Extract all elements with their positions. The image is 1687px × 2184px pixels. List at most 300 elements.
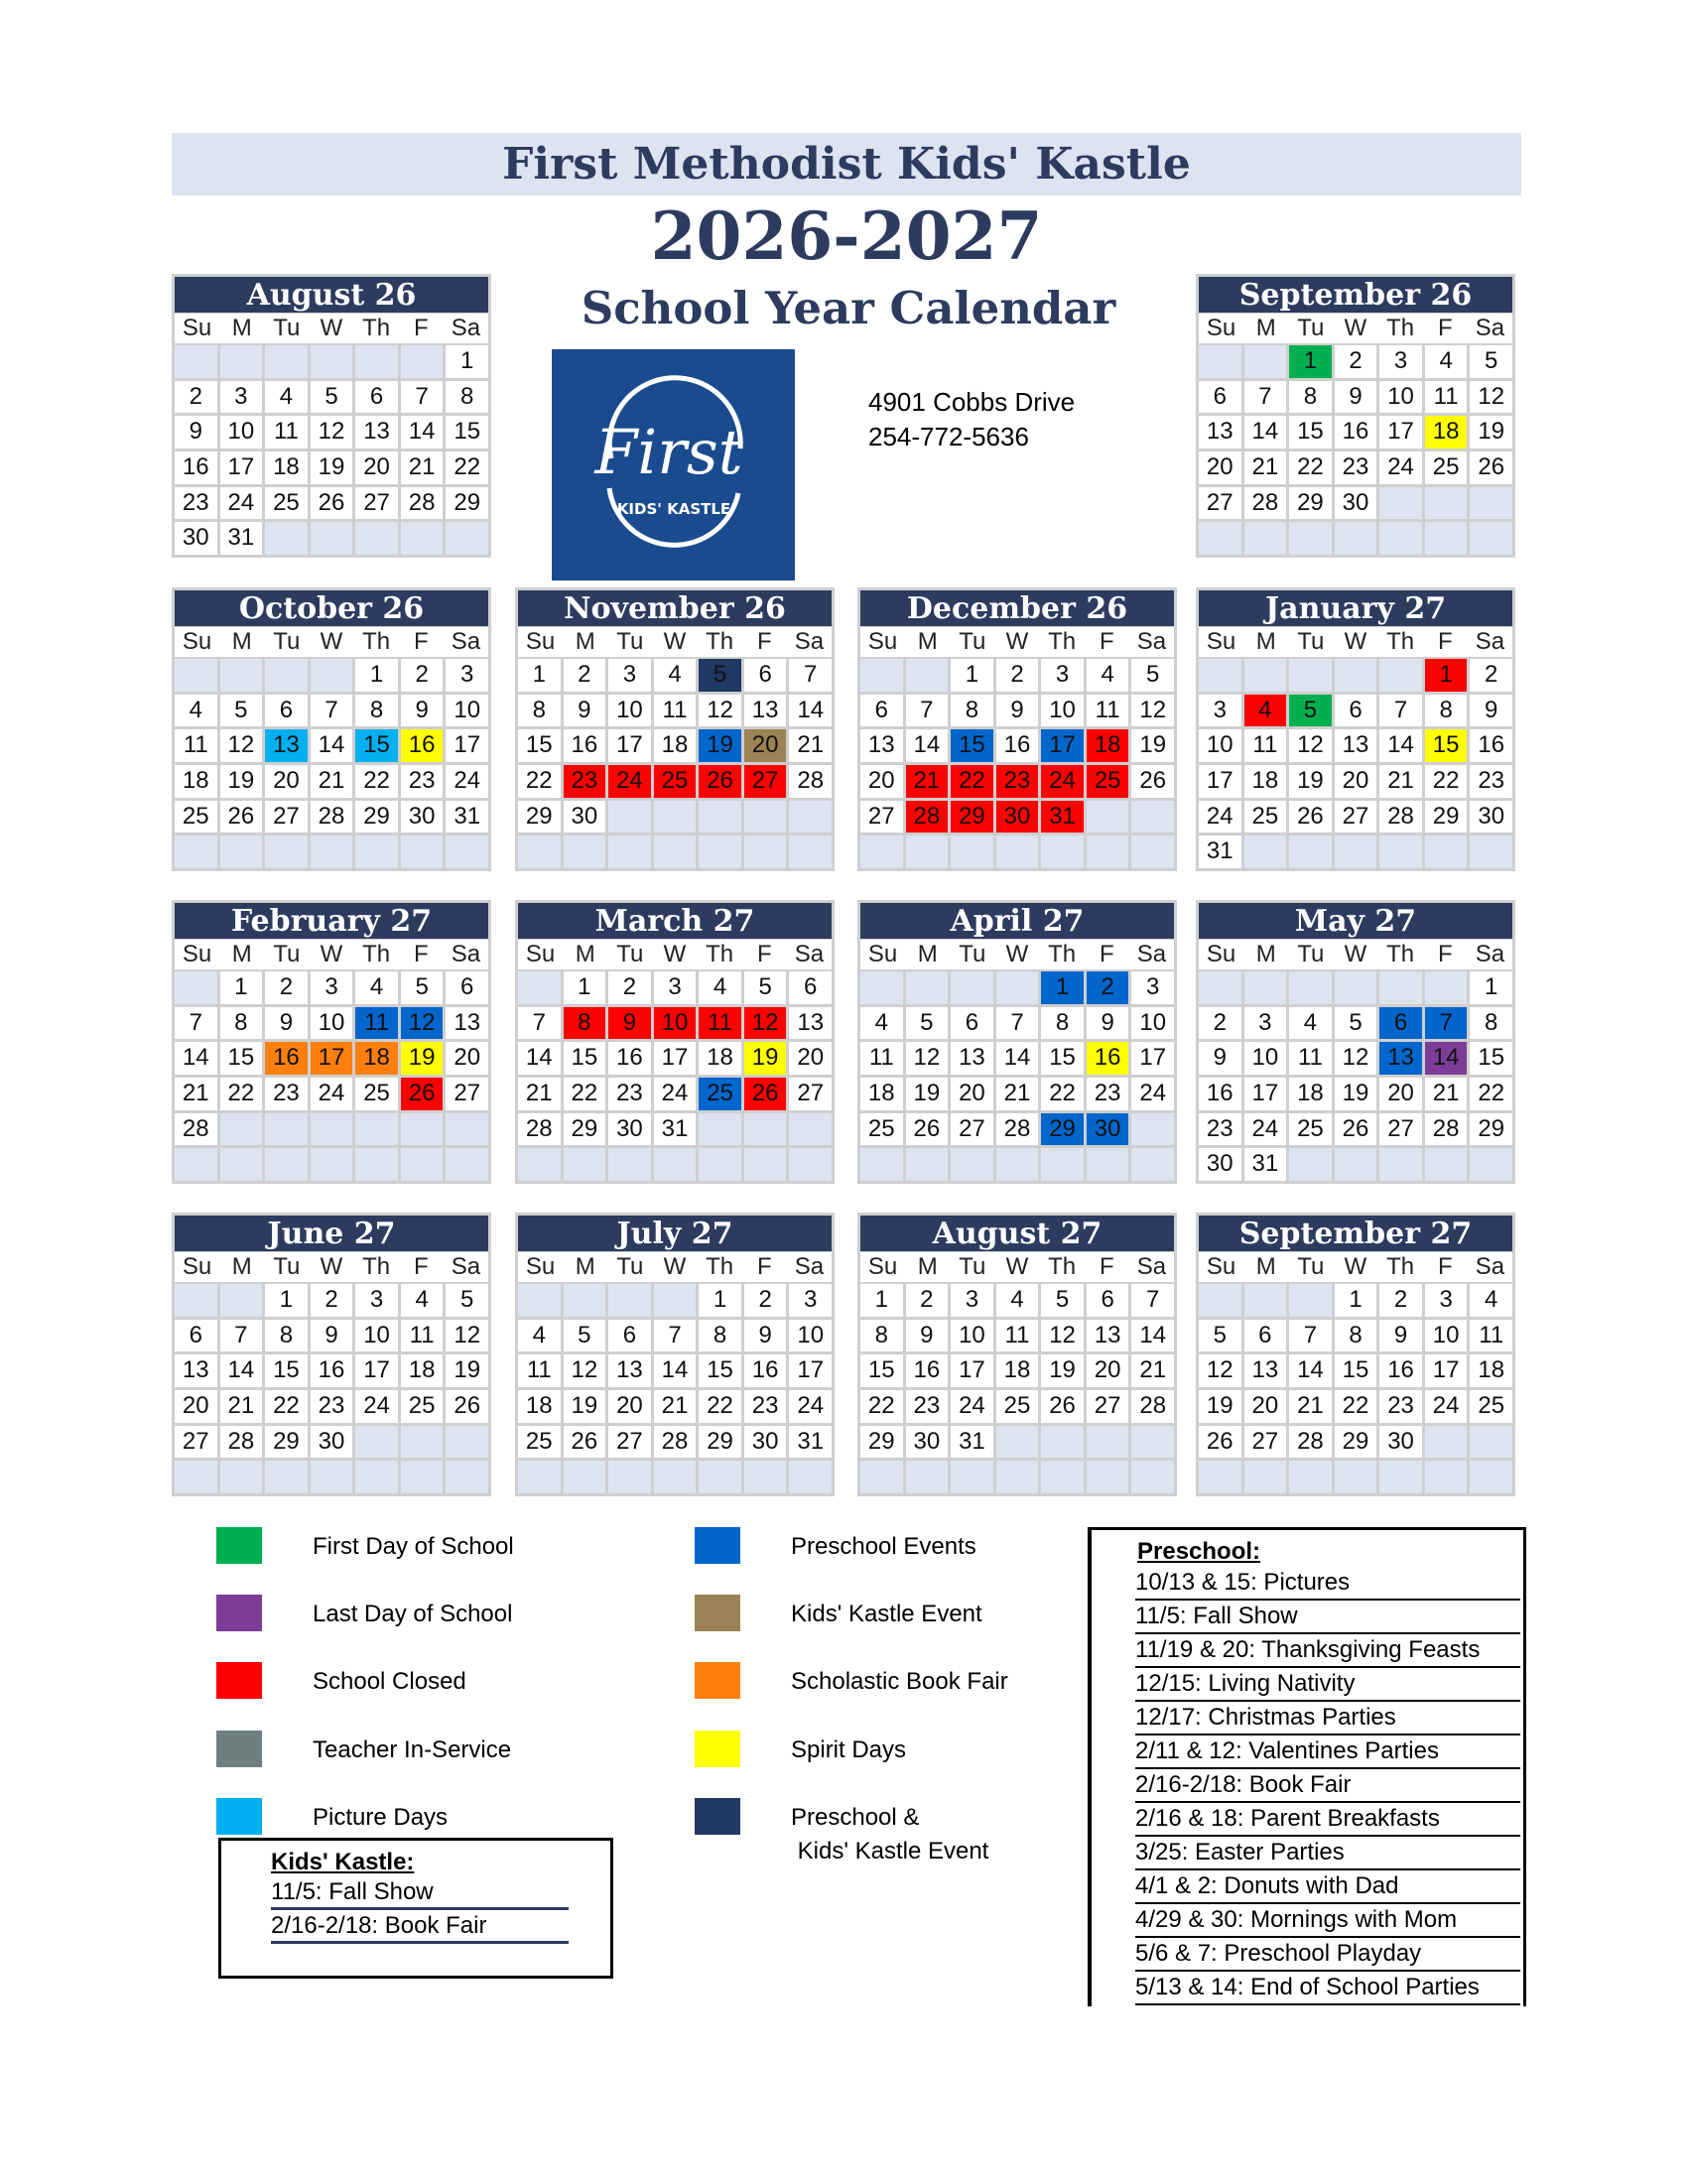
day-cell: 14 (1289, 1354, 1332, 1387)
empty-cell (401, 1461, 444, 1493)
weekday-label: F (1437, 628, 1453, 655)
kids-kastle-logo (552, 349, 795, 580)
day-cell: 24 (446, 765, 488, 798)
day-cell: 17 (1199, 765, 1241, 798)
preschool-item: 3/25: Easter Parties (1135, 1837, 1520, 1870)
empty-cell (401, 1113, 444, 1146)
day-cell: 5 (1199, 1320, 1241, 1352)
weekday-label: Tu (959, 628, 986, 655)
day-cell: 25 (654, 765, 697, 798)
day-cell: 13 (951, 1042, 993, 1075)
day-cell: 14 (789, 695, 832, 727)
weekday-label: Su (867, 628, 898, 655)
empty-cell (220, 659, 263, 692)
day-grid (860, 1284, 1174, 1493)
day-cell: 31 (951, 1426, 993, 1459)
day-cell: 17 (355, 1354, 398, 1387)
day-cell: 1 (1041, 971, 1084, 1004)
day-cell: 24 (1425, 1390, 1468, 1423)
legend-label: Picture Days (313, 1804, 449, 1831)
day-cell: 3 (1244, 1007, 1287, 1040)
empty-cell (654, 1284, 697, 1317)
kids-kastle-heading: Kids' Kastle: (271, 1849, 415, 1875)
weekday-label: Th (362, 628, 391, 655)
day-cell: 30 (744, 1426, 787, 1459)
month-calendar (172, 274, 491, 558)
legend-label: Kids' Kastle Event (791, 1601, 982, 1627)
day-cell: 9 (744, 1320, 787, 1352)
empty-cell (996, 1461, 1039, 1493)
day-cell: 31 (789, 1426, 832, 1459)
day-cell: 7 (789, 659, 832, 692)
empty-cell (906, 659, 949, 692)
empty-cell (699, 835, 741, 868)
weekday-label: Tu (1297, 628, 1325, 655)
empty-cell (401, 1426, 444, 1459)
day-cell: 5 (446, 1284, 488, 1317)
day-cell: 29 (355, 801, 398, 834)
month-calendar (172, 900, 491, 1184)
day-cell: 26 (744, 1078, 787, 1110)
legend-label: Teacher In-Service (313, 1736, 512, 1763)
day-cell: 25 (1087, 765, 1129, 798)
legend-swatch (216, 1798, 262, 1835)
day-cell: 11 (1425, 381, 1468, 414)
empty-cell (1379, 971, 1422, 1004)
day-cell: 5 (1131, 659, 1174, 692)
day-cell: 22 (860, 1390, 903, 1423)
day-cell: 8 (1041, 1007, 1084, 1040)
empty-cell (355, 1461, 398, 1493)
day-cell: 9 (906, 1320, 949, 1352)
preschool-box (1088, 1527, 1526, 2006)
day-cell: 27 (744, 765, 787, 798)
month-calendar (857, 1213, 1177, 1496)
legend-swatch (695, 1527, 740, 1564)
day-cell: 11 (1470, 1320, 1512, 1352)
weekday-label: Su (1206, 315, 1236, 341)
empty-cell (220, 835, 263, 868)
day-cell: 2 (564, 659, 606, 692)
empty-cell (1087, 801, 1129, 834)
day-cell: 22 (220, 1078, 263, 1110)
weekday-label: Su (867, 1253, 898, 1280)
day-cell: 3 (789, 1284, 832, 1317)
day-cell: 10 (1131, 1007, 1174, 1040)
empty-cell (608, 1461, 651, 1493)
day-cell: 3 (1041, 659, 1084, 692)
day-cell: 6 (744, 659, 787, 692)
empty-cell (446, 522, 488, 555)
day-grid (175, 1284, 488, 1493)
day-cell: 27 (446, 1078, 488, 1110)
weekday-label: Th (706, 941, 734, 967)
school-title: First Methodist Kids' Kastle (172, 133, 1521, 195)
day-cell: 13 (265, 729, 308, 762)
preschool-item: 2/16 & 18: Parent Breakfasts (1135, 1803, 1520, 1837)
day-cell: 4 (699, 971, 741, 1004)
empty-cell (446, 1113, 488, 1146)
weekday-label: Sa (1475, 941, 1505, 967)
empty-cell (1289, 971, 1332, 1004)
day-cell: 9 (401, 695, 444, 727)
empty-cell (744, 835, 787, 868)
empty-cell (860, 1461, 903, 1493)
empty-cell (1379, 1148, 1422, 1181)
day-cell: 20 (446, 1042, 488, 1075)
day-cell: 7 (518, 1007, 561, 1040)
day-cell: 12 (564, 1354, 606, 1387)
day-cell: 5 (220, 695, 263, 727)
day-cell: 20 (1244, 1390, 1287, 1423)
day-cell: 25 (175, 801, 217, 834)
day-cell: 14 (996, 1042, 1039, 1075)
day-cell: 25 (518, 1426, 561, 1459)
day-cell: 11 (654, 695, 697, 727)
day-cell: 5 (401, 971, 444, 1004)
day-cell: 21 (220, 1390, 263, 1423)
day-cell: 18 (518, 1390, 561, 1423)
day-cell: 26 (699, 765, 741, 798)
day-cell: 9 (265, 1007, 308, 1040)
day-cell: 15 (1289, 416, 1332, 449)
day-cell: 8 (564, 1007, 606, 1040)
day-cell: 7 (1379, 695, 1422, 727)
day-cell: 22 (446, 451, 488, 484)
day-cell: 27 (355, 487, 398, 520)
day-cell: 15 (564, 1042, 606, 1075)
day-cell: 3 (355, 1284, 398, 1317)
day-cell: 23 (906, 1390, 949, 1423)
empty-cell (951, 835, 993, 868)
day-cell: 5 (1041, 1284, 1084, 1317)
day-cell: 3 (951, 1284, 993, 1317)
day-cell: 16 (265, 1042, 308, 1075)
weekday-label: M (575, 628, 595, 655)
empty-cell (1379, 522, 1422, 555)
day-cell: 13 (1244, 1354, 1287, 1387)
weekday-header (860, 940, 1174, 969)
empty-cell (220, 1148, 263, 1181)
day-cell: 20 (744, 729, 787, 762)
weekday-label: Tu (1297, 315, 1325, 341)
day-cell: 15 (699, 1354, 741, 1387)
day-cell: 27 (1379, 1113, 1422, 1146)
empty-cell (1244, 971, 1287, 1004)
day-cell: 26 (220, 801, 263, 834)
day-cell: 29 (564, 1113, 606, 1146)
empty-cell (355, 1113, 398, 1146)
empty-cell (175, 345, 217, 378)
day-cell: 16 (1199, 1078, 1241, 1110)
day-cell: 1 (265, 1284, 308, 1317)
day-cell: 23 (608, 1078, 651, 1110)
empty-cell (1425, 522, 1468, 555)
weekday-label: Tu (273, 941, 301, 967)
day-cell: 16 (1470, 729, 1512, 762)
day-cell: 3 (1199, 695, 1241, 727)
day-cell: 5 (744, 971, 787, 1004)
weekday-label: Su (1206, 628, 1236, 655)
day-cell: 30 (564, 801, 606, 834)
day-cell: 5 (1335, 1007, 1377, 1040)
empty-cell (518, 1148, 561, 1181)
weekday-label: Su (182, 941, 212, 967)
weekday-label: F (1437, 1253, 1453, 1280)
day-cell: 18 (175, 765, 217, 798)
empty-cell (654, 801, 697, 834)
weekday-label: Th (1048, 941, 1077, 967)
weekday-label: Th (1386, 1253, 1415, 1280)
weekday-label: Sa (451, 941, 481, 967)
day-cell: 7 (1289, 1320, 1332, 1352)
day-cell: 6 (789, 971, 832, 1004)
empty-cell (401, 345, 444, 378)
day-cell: 8 (1470, 1007, 1512, 1040)
empty-cell (699, 801, 741, 834)
day-cell: 30 (1199, 1148, 1241, 1181)
legend-swatch (695, 1798, 740, 1835)
day-cell: 23 (744, 1390, 787, 1423)
day-cell: 2 (1379, 1284, 1422, 1317)
day-cell: 4 (1289, 1007, 1332, 1040)
empty-cell (996, 835, 1039, 868)
empty-cell (1041, 1148, 1084, 1181)
weekday-label: M (575, 941, 595, 967)
day-cell: 24 (1379, 451, 1422, 484)
day-cell: 2 (401, 659, 444, 692)
day-grid (860, 659, 1174, 868)
empty-cell (951, 971, 993, 1004)
month-calendar (1196, 274, 1515, 558)
empty-cell (1335, 1148, 1377, 1181)
empty-cell (1087, 1148, 1129, 1181)
empty-cell (654, 835, 697, 868)
day-cell: 1 (1470, 971, 1512, 1004)
day-cell: 6 (860, 695, 903, 727)
empty-cell (1289, 1461, 1332, 1493)
empty-cell (654, 1148, 697, 1181)
logo-first-text: First (594, 416, 743, 488)
weekday-label: Su (182, 628, 212, 655)
day-cell: 17 (654, 1042, 697, 1075)
empty-cell (906, 835, 949, 868)
day-cell: 30 (401, 801, 444, 834)
day-cell: 23 (175, 487, 217, 520)
empty-cell (401, 835, 444, 868)
weekday-label: F (413, 628, 429, 655)
empty-cell (564, 835, 606, 868)
day-cell: 8 (446, 381, 488, 414)
empty-cell (1041, 1426, 1084, 1459)
day-cell: 21 (1425, 1078, 1468, 1110)
day-cell: 20 (951, 1078, 993, 1110)
day-cell: 30 (1379, 1426, 1422, 1459)
day-cell: 25 (1289, 1113, 1332, 1146)
day-cell: 9 (1470, 695, 1512, 727)
day-cell: 20 (265, 765, 308, 798)
day-cell: 29 (951, 801, 993, 834)
weekday-label: F (1099, 941, 1114, 967)
day-cell: 16 (608, 1042, 651, 1075)
day-cell: 13 (175, 1354, 217, 1387)
day-cell: 6 (1244, 1320, 1287, 1352)
day-cell: 18 (1244, 765, 1287, 798)
day-cell: 9 (608, 1007, 651, 1040)
day-cell: 23 (1199, 1113, 1241, 1146)
empty-cell (1289, 835, 1332, 868)
day-cell: 4 (401, 1284, 444, 1317)
day-cell: 19 (220, 765, 263, 798)
day-cell: 18 (654, 729, 697, 762)
day-cell: 20 (860, 765, 903, 798)
day-cell: 23 (401, 765, 444, 798)
day-cell: 22 (1470, 1078, 1512, 1110)
day-cell: 25 (265, 487, 308, 520)
day-cell: 28 (175, 1113, 217, 1146)
empty-cell (1289, 1284, 1332, 1317)
empty-cell (1379, 659, 1422, 692)
day-cell: 24 (220, 487, 263, 520)
day-cell: 16 (996, 729, 1039, 762)
day-cell: 14 (401, 416, 444, 449)
preschool-item: 2/16-2/18: Book Fair (1135, 1769, 1520, 1803)
empty-cell (1425, 835, 1468, 868)
day-cell: 19 (1199, 1390, 1241, 1423)
day-cell: 29 (446, 487, 488, 520)
weekday-label: F (756, 941, 772, 967)
day-cell: 16 (906, 1354, 949, 1387)
empty-cell (446, 835, 488, 868)
day-cell: 24 (1244, 1113, 1287, 1146)
empty-cell (1131, 801, 1174, 834)
day-cell: 4 (1470, 1284, 1512, 1317)
month-title: September 26 (1199, 277, 1512, 313)
weekday-header (1199, 940, 1512, 969)
day-cell: 16 (401, 729, 444, 762)
day-cell: 12 (401, 1007, 444, 1040)
day-cell: 4 (518, 1320, 561, 1352)
day-cell: 1 (355, 659, 398, 692)
day-cell: 25 (401, 1390, 444, 1423)
day-cell: 16 (311, 1354, 353, 1387)
empty-cell (906, 1148, 949, 1181)
day-cell: 8 (1335, 1320, 1377, 1352)
empty-cell (518, 1461, 561, 1493)
weekday-label: F (756, 1253, 772, 1280)
empty-cell (1470, 522, 1512, 555)
empty-cell (860, 835, 903, 868)
day-cell: 9 (996, 695, 1039, 727)
month-title: August 26 (175, 277, 488, 313)
empty-cell (1289, 522, 1332, 555)
day-cell: 28 (311, 801, 353, 834)
day-cell: 8 (220, 1007, 263, 1040)
day-cell: 26 (1131, 765, 1174, 798)
weekday-label: Sa (451, 315, 481, 341)
empty-cell (906, 971, 949, 1004)
day-cell: 30 (1470, 801, 1512, 834)
day-cell: 12 (1199, 1354, 1241, 1387)
day-cell: 10 (355, 1320, 398, 1352)
day-cell: 10 (1041, 695, 1084, 727)
day-cell: 17 (220, 451, 263, 484)
day-cell: 13 (355, 416, 398, 449)
day-cell: 1 (951, 659, 993, 692)
day-cell: 27 (608, 1426, 651, 1459)
empty-cell (1425, 1461, 1468, 1493)
day-cell: 4 (860, 1007, 903, 1040)
contact-info (868, 385, 1075, 454)
empty-cell (1379, 835, 1422, 868)
empty-cell (175, 659, 217, 692)
empty-cell (446, 1426, 488, 1459)
legend-swatch (216, 1595, 262, 1631)
day-cell: 21 (996, 1078, 1039, 1110)
day-cell: 8 (518, 695, 561, 727)
legend-swatch (695, 1731, 740, 1767)
weekday-label: Th (362, 1253, 391, 1280)
day-cell: 17 (608, 729, 651, 762)
day-cell: 11 (1289, 1042, 1332, 1075)
day-cell: 14 (311, 729, 353, 762)
day-cell: 12 (220, 729, 263, 762)
month-title: May 27 (1199, 903, 1512, 939)
day-cell: 26 (446, 1390, 488, 1423)
day-cell: 31 (446, 801, 488, 834)
empty-cell (744, 1113, 787, 1146)
day-cell: 23 (996, 765, 1039, 798)
empty-cell (355, 522, 398, 555)
month-title: December 26 (860, 590, 1174, 626)
empty-cell (789, 1148, 832, 1181)
day-cell: 13 (860, 729, 903, 762)
empty-cell (446, 1461, 488, 1493)
day-cell: 23 (564, 765, 606, 798)
empty-cell (1199, 522, 1241, 555)
empty-cell (608, 1284, 651, 1317)
weekday-label: M (575, 1253, 595, 1280)
day-cell: 4 (1244, 695, 1287, 727)
day-cell: 29 (1041, 1113, 1084, 1146)
empty-cell (311, 522, 353, 555)
weekday-label: F (1437, 315, 1453, 341)
empty-cell (789, 835, 832, 868)
day-cell: 21 (1379, 765, 1422, 798)
day-cell: 26 (1199, 1426, 1241, 1459)
day-cell: 10 (1199, 729, 1241, 762)
empty-cell (220, 1113, 263, 1146)
day-cell: 30 (996, 801, 1039, 834)
preschool-heading: Preschool: (1137, 1538, 1261, 1565)
day-cell: 13 (1199, 416, 1241, 449)
weekday-label: M (1255, 628, 1276, 655)
day-cell: 5 (1289, 695, 1332, 727)
day-cell: 12 (1335, 1042, 1377, 1075)
day-cell: 11 (265, 416, 308, 449)
day-cell: 19 (401, 1042, 444, 1075)
day-cell: 6 (951, 1007, 993, 1040)
day-cell: 15 (220, 1042, 263, 1075)
day-cell: 10 (1379, 381, 1422, 414)
empty-cell (1199, 345, 1241, 378)
day-cell: 1 (446, 345, 488, 378)
legend-label: Scholastic Book Fair (791, 1668, 1008, 1695)
day-cell: 27 (1087, 1390, 1129, 1423)
empty-cell (1425, 971, 1468, 1004)
day-cell: 5 (699, 659, 741, 692)
day-cell: 6 (1379, 1007, 1422, 1040)
